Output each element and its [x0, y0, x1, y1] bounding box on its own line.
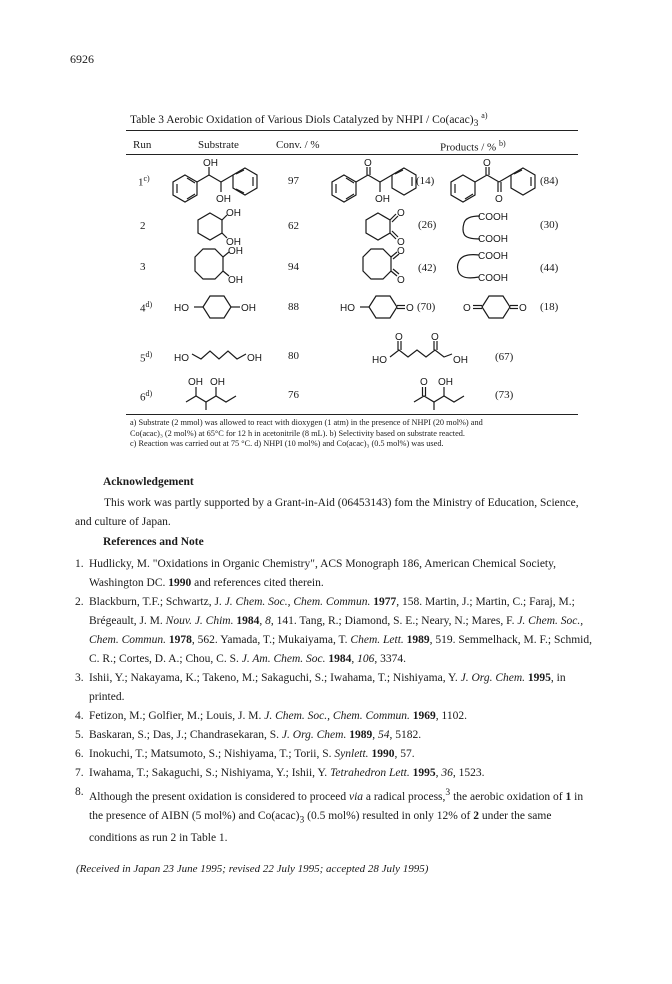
structure-branched-diol [182, 372, 248, 417]
table-footnotes [130, 418, 580, 450]
reference-text: Fetizon, M.; Golfier, M.; Louis, J. M. J. Chem. Soc., Chem. Commun. 1969, 1102. [89, 710, 467, 722]
conversion-value: 88 [288, 301, 299, 313]
svg-text:HO: HO [174, 303, 189, 314]
run-label: 5$^{d)}$ [140, 350, 153, 365]
received-dates: (Received in Japan 23 June 1995; revised 22 July 1995; accepted 28 July 1995) [76, 863, 429, 875]
table-caption-footnote-mark: a) [481, 111, 488, 120]
acknowledgement-heading: Acknowledgement [103, 476, 194, 488]
svg-text:O: O [364, 158, 372, 169]
reference-item [75, 555, 599, 593]
header-products-mark: b) [498, 139, 506, 148]
product-yield: (73) [495, 389, 514, 401]
acknowledgement-text: This work was partly supported by a Grant-in-Aid (06453143) fom the Ministry of Education, Science, and culture of Japan. [75, 497, 579, 528]
svg-text:OH: OH [210, 377, 225, 388]
structure-cyclooctanedione [356, 243, 416, 294]
conversion-value: 97 [288, 175, 299, 187]
table-top-rule [126, 130, 578, 131]
svg-text:OH: OH [216, 194, 231, 205]
svg-text:O: O [397, 208, 405, 219]
svg-text:HO: HO [372, 355, 387, 366]
references-heading: References and Note [103, 536, 204, 548]
svg-text:O: O [495, 194, 503, 205]
run-label: 6$^{d)}$ [140, 389, 153, 404]
svg-text:O: O [397, 275, 405, 286]
run-label: 2 [140, 220, 146, 232]
svg-text:OH: OH [453, 355, 468, 366]
table-caption [130, 111, 487, 129]
svg-text:COOH: COOH [478, 234, 508, 245]
conversion-value: 80 [288, 350, 299, 362]
table-bottom-rule [126, 414, 578, 415]
header-products-text: Products / % [440, 141, 497, 154]
structure-hydroxyhexanone [370, 330, 480, 375]
reference-text: Ishii, Y.; Nakayama, K.; Takeno, M.; Sakaguchi, S.; Iwahama, T.; Nishiyama, Y. J. Org. Chem. 1995, in printed. [89, 672, 566, 703]
reference-number: 7. [75, 767, 84, 779]
conversion-value: 62 [288, 220, 299, 232]
structure-hexanediol [172, 342, 278, 373]
table-caption-subscript: 3 [473, 118, 479, 130]
product-yield: (70) [417, 301, 436, 313]
svg-text:OH: OH [228, 246, 243, 257]
svg-text:OH: OH [188, 377, 203, 388]
run-label: 1$^{c)}$ [138, 174, 150, 189]
svg-text:O: O [431, 332, 439, 343]
page-number: 6926 [70, 52, 94, 66]
svg-text:OH: OH [226, 237, 241, 247]
reference-item [75, 726, 599, 745]
header-run: Run [133, 139, 152, 151]
footnote-line: Co(acac)₃ (2 mol%) at 65°C for 12 h in acetonitrile (8 mL). b) Selectivity based on substrate reacted. [130, 428, 465, 438]
svg-text:O: O [395, 332, 403, 343]
svg-text:COOH: COOH [478, 212, 508, 223]
structure-hydroxyketone [410, 372, 476, 417]
conversion-value: 76 [288, 389, 299, 401]
structure-suberic-acid [453, 243, 523, 294]
reference-number: 5. [75, 729, 84, 741]
product-yield: (67) [495, 351, 514, 363]
svg-text:O: O [420, 377, 428, 388]
footnote-line: c) Reaction was carried out at 75 °C. d) NHPI (10 mol%) and Co(acac)₃ (0.5 mol%) was used. [130, 439, 444, 449]
structure-cyclohexane-1,4-diol [172, 292, 278, 327]
reference-text: Baskaran, S.; Das, J.; Chandrasekaran, S. J. Org. Chem. 1989, 54, 5182. [89, 729, 422, 741]
svg-text:O: O [406, 303, 414, 314]
product-yield: (84) [540, 175, 559, 187]
run-label: 3 [140, 261, 146, 273]
conversion-value: 94 [288, 261, 299, 273]
svg-text:HO: HO [174, 353, 189, 364]
svg-text:OH: OH [203, 158, 218, 169]
svg-text:COOH: COOH [478, 251, 508, 262]
table-caption-text: Table 3 Aerobic Oxidation of Various Diols Catalyzed by NHPI / Co(acac) [130, 113, 474, 126]
run-label: 4$^{d)}$ [140, 300, 153, 315]
structure-hydroxycyclohexanone [338, 292, 418, 327]
reference-item [75, 783, 599, 848]
structure-cyclohexane-1,4-dione [462, 292, 530, 327]
reference-item [75, 669, 599, 707]
reference-number: 6. [75, 748, 84, 760]
svg-text:OH: OH [226, 208, 241, 219]
reference-text: Although the present oxidation is considered to proceed via a radical process,$^3$ the aerobic oxidation of 1 in the presence of AIBN (5 mol%) and $Co(acac)_3$ (0.5 mol%) resulted in only 12% of 2 under the same conditions as run 2 in Table 1. [89, 787, 584, 845]
header-products [440, 139, 506, 154]
svg-text:OH: OH [247, 353, 262, 364]
product-yield: (18) [540, 301, 559, 313]
product-yield: (26) [418, 219, 437, 231]
reference-text: Blackburn, T.F.; Schwartz, J. J. Chem. Soc., Chem. Commun. 1977, 158. Martin, J.; Martin, C.; Faraj, M.; Brégeault, J. M. Nouv. J. Chim. 1984, 8, 141. Tang, R.; Diamond, S. E.; Neary, N.; Mares, F. J. Chem. Soc., Chem. Commun. 1978, 562. Yamada, T.; Mukaiyama, T. Chem. Lett. 1989, 519. Semmelhack, M. F.; Schmid, C. R.; Cortes, D. A.; Chou, C. S. J. Am. Chem. Soc. 1984, 106, 3374. [89, 596, 592, 665]
svg-text:COOH: COOH [478, 273, 508, 284]
structure-cyclooctanediol [188, 243, 258, 294]
svg-text:O: O [397, 246, 405, 257]
reference-text: Hudlicky, M. "Oxidations in Organic Chemistry", ACS Monograph 186, American Chemical Society, Washington DC. 1990 and references cited therein. [89, 558, 556, 589]
reference-list [75, 555, 599, 848]
reference-item [75, 764, 599, 783]
svg-text:O: O [483, 158, 491, 169]
reference-text: Inokuchi, T.; Matsumoto, S.; Nishiyama, T.; Torii, S. Synlett. 1990, 57. [89, 748, 415, 760]
product-yield: (14) [416, 175, 435, 187]
reference-number: 2. [75, 596, 84, 608]
svg-text:OH: OH [228, 275, 243, 286]
reference-number: 8. [75, 786, 84, 798]
svg-text:OH: OH [241, 303, 256, 314]
reference-text: Iwahama, T.; Sakaguchi, S.; Nishiyama, Y.; Ishii, Y. Tetrahedron Lett. 1995, 36, 1523. [89, 767, 485, 779]
reference-item [75, 745, 599, 764]
svg-text:OH: OH [375, 194, 390, 205]
svg-text:O: O [519, 303, 527, 314]
product-yield: (30) [540, 219, 559, 231]
table-header-rule [126, 154, 578, 155]
product-yield: (44) [540, 262, 559, 274]
reference-item [75, 593, 599, 669]
reference-number: 1. [75, 558, 84, 570]
reference-item [75, 707, 599, 726]
reference-number: 3. [75, 672, 84, 684]
svg-text:O: O [463, 303, 471, 314]
reference-number: 4. [75, 710, 84, 722]
header-substrate: Substrate [198, 139, 239, 151]
svg-text:OH: OH [438, 377, 453, 388]
header-conv: Conv. / % [276, 139, 320, 151]
product-yield: (42) [418, 262, 437, 274]
svg-text:HO: HO [340, 303, 355, 314]
svg-text:O: O [397, 237, 405, 247]
footnote-line: a) Substrate (2 mmol) was allowed to react with dioxygen (1 atm) in the presence of NHPI (20 mol%) and [130, 418, 483, 427]
